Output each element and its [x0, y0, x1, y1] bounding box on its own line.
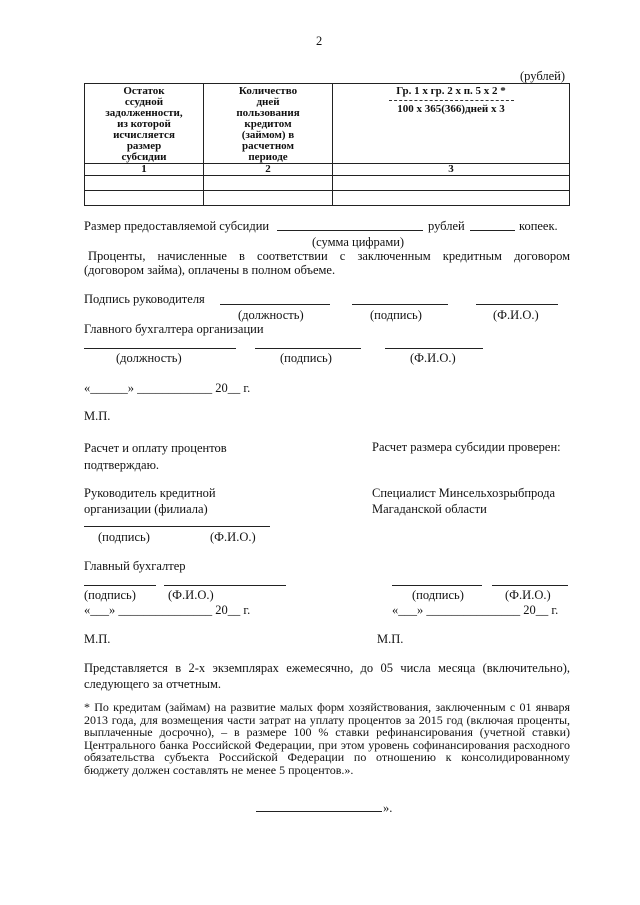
- date-right: «___» _______________ 20__ г.: [392, 603, 559, 617]
- interest-paid-paragraph: Проценты, начисленные в соответствии с заключенным кредитным договором (договором займа), оплачены в полном объеме.: [84, 249, 570, 277]
- stamp-left: М.П.: [84, 632, 111, 646]
- name-caption: (Ф.И.О.): [493, 308, 539, 322]
- name-caption: (Ф.И.О.): [168, 588, 214, 602]
- bank-head-signature-field[interactable]: [84, 526, 270, 527]
- table-cell-days[interactable]: [204, 191, 333, 206]
- accountant-position-field[interactable]: [84, 348, 236, 349]
- subsidy-kopecks-field[interactable]: [470, 230, 515, 231]
- table-cell-days[interactable]: [204, 176, 333, 191]
- signature-caption: (подпись): [98, 530, 150, 544]
- signature-caption: (подпись): [280, 351, 332, 365]
- page-number: 2: [316, 34, 323, 48]
- accountant-signature-field[interactable]: [255, 348, 361, 349]
- column-number-2: 2: [204, 164, 333, 176]
- table-cell-amount[interactable]: [333, 176, 570, 191]
- chief-accountant-name-field[interactable]: [164, 585, 286, 586]
- subsidy-rubles-field[interactable]: [277, 230, 423, 231]
- table-cell-amount[interactable]: [333, 191, 570, 206]
- chief-accountant-label: Главный бухгалтер: [84, 559, 186, 573]
- confirm-payment-text: Расчет и оплату процентов подтверждаю.: [84, 441, 227, 472]
- date-left: «___» _______________ 20__ г.: [84, 603, 251, 617]
- name-caption: (Ф.И.О.): [210, 530, 256, 544]
- head-signature-label: Подпись руководителя: [84, 292, 205, 306]
- signature-caption: (подпись): [412, 588, 464, 602]
- accountant-name-field[interactable]: [385, 348, 483, 349]
- ministry-specialist-label: Специалист Минсельхозрыбпрода Магаданской области: [372, 486, 556, 516]
- date-line: «______» ____________ 20__ г.: [84, 381, 251, 395]
- table-header-balance: Остаток ссудной задолженности, из которой исчисляется размер субсидии: [85, 84, 204, 164]
- rubles-label: рублей: [428, 219, 465, 233]
- signature-caption: (подпись): [370, 308, 422, 322]
- subsidy-calculation-table: [84, 83, 570, 206]
- closing-mark: ».: [383, 801, 393, 815]
- table-cell-balance[interactable]: [85, 176, 204, 191]
- kopecks-label: копеек.: [519, 219, 558, 233]
- stamp-right: М.П.: [377, 632, 404, 646]
- currency-unit: (рублей): [520, 69, 566, 83]
- head-position-field[interactable]: [220, 304, 330, 305]
- submission-note: Представляется в 2-х экземплярах ежемесячно, до 05 числа месяца (включительно), следующего за отчетным.: [84, 661, 570, 691]
- specialist-name-field[interactable]: [492, 585, 568, 586]
- specialist-signature-field[interactable]: [392, 585, 482, 586]
- column-number-3: 3: [333, 164, 570, 176]
- head-signature-field[interactable]: [352, 304, 448, 305]
- calculation-verified-text: Расчет размера субсидии проверен:: [372, 440, 561, 454]
- signature-caption: (подпись): [84, 588, 136, 602]
- bank-head-label: Руководитель кредитной организации (филиала): [84, 486, 216, 516]
- position-caption: (должность): [116, 351, 182, 365]
- subsidy-amount-label: Размер предоставляемой субсидии: [84, 219, 270, 233]
- name-caption: (Ф.И.О.): [410, 351, 456, 365]
- table-row: [85, 191, 570, 206]
- chief-accountant-org-label: Главного бухгалтера организации: [84, 322, 264, 336]
- name-caption: (Ф.И.О.): [505, 588, 551, 602]
- formula-denominator: 100 x 365(366)дней x 3: [397, 103, 505, 115]
- column-number-1: 1: [85, 164, 204, 176]
- closing-line: [256, 811, 382, 812]
- formula-numerator: Гр. 1 x гр. 2 x п. 5 x 2 *: [389, 86, 514, 101]
- table-header-formula: [333, 84, 570, 164]
- stamp-label: М.П.: [84, 409, 111, 423]
- amount-in-digits-note: (сумма цифрами): [312, 235, 405, 249]
- chief-accountant-signature-field[interactable]: [84, 585, 156, 586]
- table-cell-balance[interactable]: [85, 191, 204, 206]
- head-name-field[interactable]: [476, 304, 558, 305]
- table-row: [85, 176, 570, 191]
- position-caption: (должность): [238, 308, 304, 322]
- table-header-days: Количество дней пользования кредитом (займом) в расчетном периоде: [204, 84, 333, 164]
- footnote: * По кредитам (займам) на развитие малых форм хозяйствования, заключенным с 01 января 2013 года, для возмещения части затрат на уплату процентов за 2015 год (включая проценты, выплаченные досрочно), – в размере 100 % ставки рефинансирования (учетной ставки) Центрального банка Российской Федерации, при этом уровень софинансирования расходного обязательства субъекта Российской Федерации по отношению к консолидированному бюджету должен составлять не менее 5 процентов.».: [84, 700, 570, 777]
